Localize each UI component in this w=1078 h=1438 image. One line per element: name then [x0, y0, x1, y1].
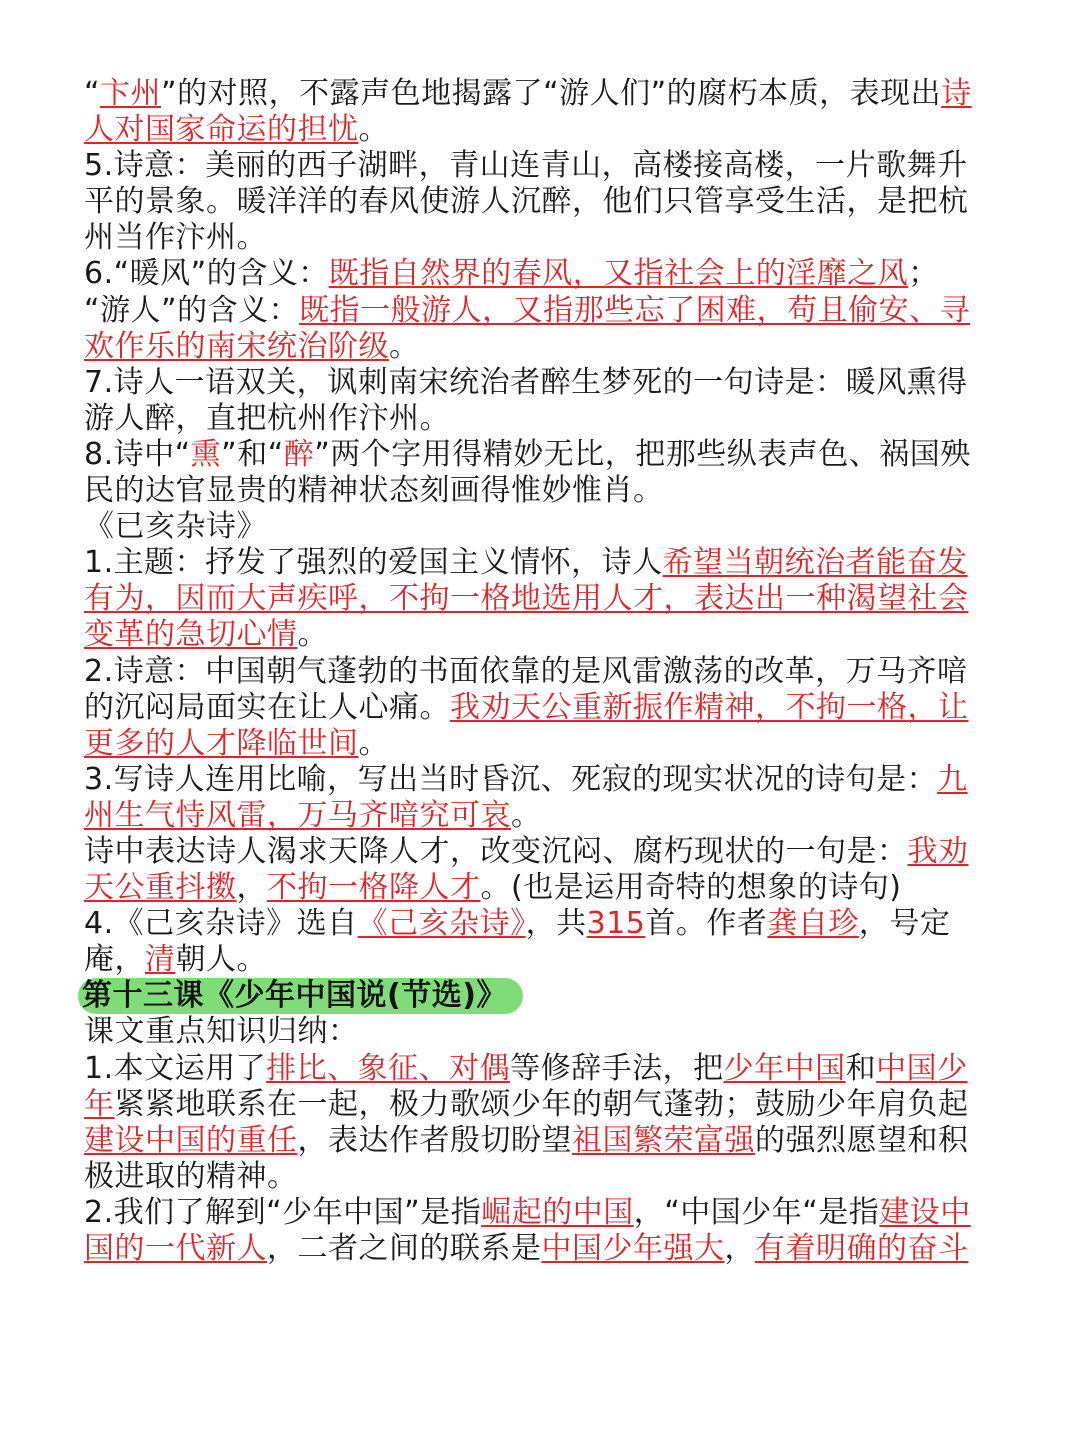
body-text: 7.诗人一语双关，讽刺南宋统治者醉生梦死的一句诗是：暖风熏得 — [84, 364, 968, 400]
text-line — [84, 509, 999, 545]
text-line — [84, 545, 999, 581]
body-text: 。 — [297, 617, 328, 653]
text-line — [84, 690, 999, 726]
body-text: ，共 — [525, 906, 587, 942]
key-point-highlight: 国的一代新人 — [84, 1231, 267, 1266]
key-point-highlight: 诗 — [941, 76, 972, 111]
text-line — [84, 942, 999, 978]
body-text: 极进取的精神。 — [84, 1158, 298, 1194]
text-line — [84, 184, 999, 220]
key-point-highlight: 中国少年强大 — [541, 1231, 725, 1266]
text-line — [84, 1195, 999, 1231]
body-text: 5.诗意：美丽的西子湖畔，青山连青山，高楼接高楼，一片歌舞升 — [84, 148, 968, 184]
text-line — [84, 148, 999, 184]
body-text: ， — [724, 1231, 755, 1266]
text-line — [84, 581, 999, 617]
body-text: 首。作者 — [645, 906, 768, 942]
text-line — [84, 906, 999, 942]
text-line — [84, 762, 999, 798]
text-line — [84, 1159, 999, 1195]
text-line — [84, 834, 999, 870]
body-text: ，二者之间的联系是 — [267, 1231, 542, 1266]
body-text: 游人醉，直把杭州作汴州。 — [84, 400, 450, 436]
body-text: ”和“ — [221, 436, 284, 472]
text-line — [84, 1231, 999, 1267]
key-point-highlight: 有为，因而大声疾呼，不拘一格地选用人才，表达出一种渴望社会 — [84, 581, 969, 617]
body-text: 1.主题：抒发了强烈的爱国主义情怀，诗人 — [84, 545, 663, 581]
body-text: ， — [236, 870, 267, 906]
key-word: 醉 — [283, 436, 315, 472]
key-point-highlight: 州生气恃风雷，万马齐喑究可哀 — [84, 797, 511, 833]
key-point-highlight: 315 — [586, 906, 646, 942]
key-point-highlight: 建设中国的重任 — [84, 1122, 298, 1158]
body-text: 州当作汴州。 — [84, 220, 267, 256]
text-line — [84, 798, 999, 834]
body-text: 课文重点知识归纳： — [84, 1014, 359, 1050]
text-line — [84, 365, 999, 401]
key-point-highlight: 九 — [937, 761, 968, 797]
key-point-highlight: 清 — [145, 942, 176, 978]
key-point-highlight: 《己亥杂诗》 — [357, 906, 526, 942]
body-text: 。 — [358, 112, 389, 148]
body-text: 等修辞手法，把 — [510, 1050, 724, 1086]
body-text: ，号定 — [858, 906, 951, 942]
key-point-highlight: 更多的人才降临世间 — [84, 725, 359, 761]
key-point-highlight: 龚自珍 — [767, 906, 859, 942]
text-line — [84, 726, 999, 762]
key-point-highlight: 既指一般游人，又指那些忘了困难，苟且偷安、寻 — [299, 292, 971, 328]
body-text: 6.“暖风”的含义： — [84, 256, 329, 292]
key-point-highlight: 我劝 — [907, 833, 969, 869]
body-text: 的沉闷局面实在让人心痛。 — [84, 689, 450, 725]
text-line — [84, 329, 999, 365]
body-text: ”两个字用得精妙无比，把那些纵表声色、祸国殃 — [314, 436, 971, 472]
key-point-highlight: 少年中国 — [723, 1050, 846, 1086]
body-text: ”的对照，不露声色地揭露了“游人们”的腐朽本质，表现出 — [161, 76, 942, 111]
key-point-highlight: 祖国繁荣富强 — [572, 1122, 755, 1158]
body-text: 3.写诗人连用比喻，写出当时昏沉、死寂的现实状况的诗句是： — [84, 761, 938, 797]
body-text: 平的景象。暖洋洋的春风使游人沉醉，他们只管享受生活，是把杭 — [84, 184, 969, 220]
text-line — [84, 654, 999, 690]
body-text: ； — [908, 256, 939, 292]
text-line — [84, 112, 999, 148]
body-text: “游人”的含义： — [84, 292, 300, 328]
body-text: “ — [84, 76, 101, 111]
key-point-highlight: 有着明确的奋斗 — [755, 1231, 969, 1266]
key-point-highlight: 排比、象征、对偶 — [266, 1050, 511, 1086]
key-point-highlight: 欢作乐的南宋统治阶级 — [84, 328, 389, 364]
text-line — [84, 473, 999, 509]
key-point-highlight: 天公重抖擞 — [84, 870, 237, 906]
key-point-highlight: 希望当朝统治者能奋发 — [662, 545, 968, 581]
key-point-highlight: 我劝天公重新振作精神，不拘一格，让 — [450, 689, 969, 725]
body-text: 。(也是运用奇特的想象的诗句) — [480, 870, 902, 906]
body-text: 庵， — [84, 942, 145, 978]
body-text: 和 — [845, 1050, 877, 1086]
key-point-highlight: 建设中 — [879, 1194, 971, 1230]
text-line — [84, 76, 999, 112]
key-word: 熏 — [190, 436, 222, 472]
text-line — [84, 401, 999, 437]
text-line — [84, 293, 999, 329]
body-text: 朝人。 — [175, 942, 267, 978]
document-body — [84, 76, 999, 1267]
body-text: 民的达官显贵的精神状态刻画得惟妙惟肖。 — [84, 473, 664, 509]
text-line — [84, 1087, 999, 1123]
key-point-highlight: 变革的急切心情 — [84, 617, 298, 653]
body-text: 紧紧地联系在一起，极力歌颂少年的朝气蓬勃；鼓励少年肩负起 — [114, 1086, 969, 1122]
key-point-highlight: 不拘一格降人才 — [267, 870, 481, 906]
body-text: 2.诗意：中国朝气蓬勃的书面依靠的是风雷激荡的改革，万马齐喑 — [84, 653, 968, 689]
body-text: 《已亥杂诗》 — [84, 509, 267, 545]
body-text: ，“中国少年“是指 — [633, 1194, 880, 1230]
text-line — [84, 978, 999, 1014]
body-text: 4.《己亥杂诗》选自 — [84, 906, 358, 942]
key-point-highlight: 崛起的中国 — [481, 1194, 634, 1230]
text-line — [84, 1014, 999, 1050]
text-line — [84, 1051, 999, 1087]
key-point-highlight: 年 — [84, 1086, 115, 1122]
text-line — [84, 617, 999, 653]
body-text: 。 — [511, 797, 542, 833]
body-text: ，表达作者殷切盼望 — [297, 1122, 572, 1158]
text-line — [84, 1123, 999, 1159]
body-text: 。 — [358, 725, 389, 761]
key-point-highlight: 卞州 — [100, 76, 162, 111]
key-point-highlight: 中国少 — [876, 1050, 968, 1086]
text-line — [84, 220, 999, 256]
text-line — [84, 437, 999, 473]
key-point-highlight: 人对国家命运的担忧 — [84, 112, 359, 148]
body-text: 2.我们了解到“少年中国”是指 — [84, 1194, 482, 1230]
body-text: 1.本文运用了 — [84, 1050, 267, 1086]
body-text: 。 — [389, 328, 420, 364]
text-line — [84, 256, 999, 292]
body-text: 诗中表达诗人渴求天降人才，改变沉闷、腐朽现状的一句是： — [84, 833, 908, 869]
lesson-heading: 第十三课《少年中国说(节选)》 — [78, 978, 523, 1014]
text-line — [84, 870, 999, 906]
key-point-highlight: 既指自然界的春风，又指社会上的淫靡之风 — [328, 256, 909, 292]
body-text: 的强烈愿望和积 — [755, 1122, 969, 1158]
body-text: 8.诗中“ — [84, 436, 191, 472]
